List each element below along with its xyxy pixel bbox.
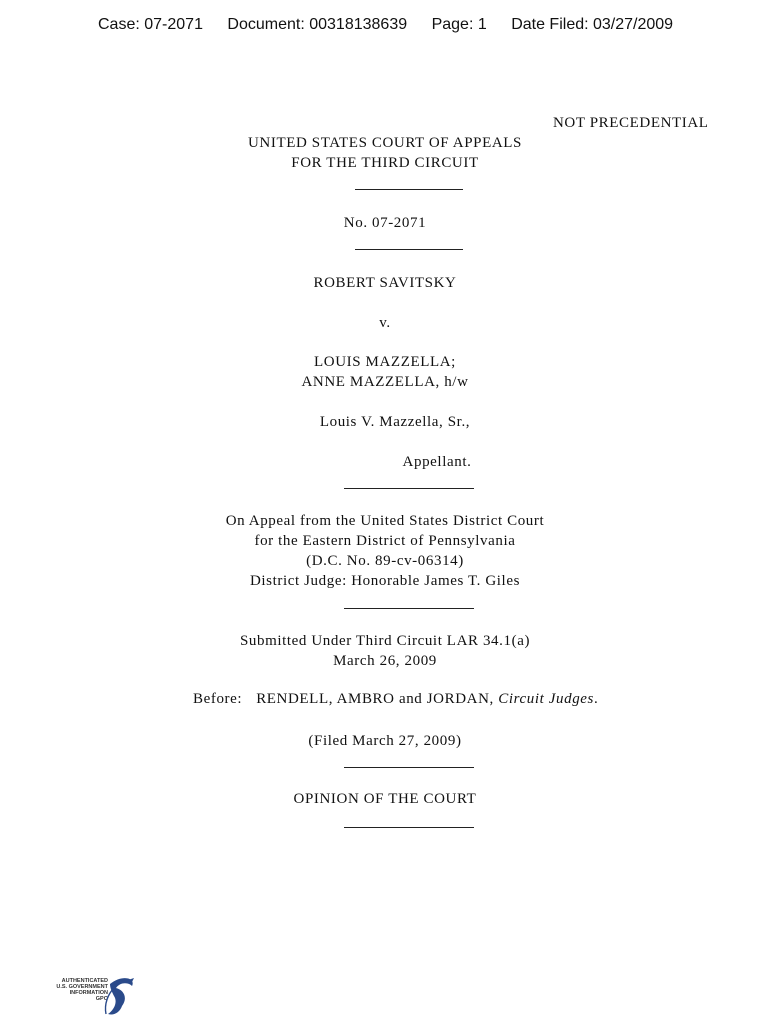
filing-header — [98, 16, 693, 34]
opinion-heading: OPINION OF THE COURT — [293, 791, 477, 807]
gpo-logo-line: AUTHENTICATED — [61, 978, 108, 984]
appellant-name: Louis V. Mazzella, Sr., — [319, 414, 471, 430]
submission-date: March 26, 2009 — [333, 653, 437, 669]
case-number: Case: 07-2071 — [98, 16, 203, 33]
divider-rule — [344, 488, 474, 489]
gpo-logo-line: INFORMATION — [69, 990, 108, 996]
appeal-line-2: for the Eastern District of Pennsylvania — [254, 533, 516, 549]
divider-rule — [344, 767, 474, 768]
submission-line-1: Submitted Under Third Circuit LAR 34.1(a) — [239, 633, 531, 649]
filed-date: (Filed March 27, 2009) — [308, 733, 462, 749]
panel-title: Circuit Judges — [498, 691, 594, 707]
defendant-name-2: ANNE MAZZELLA, h/w — [301, 374, 469, 390]
court-name-line1: UNITED STATES COURT OF APPEALS — [248, 135, 522, 151]
document-number: Document: 00318138639 — [227, 16, 408, 33]
appellant-role: Appellant. — [402, 454, 472, 470]
divider-rule — [344, 608, 474, 609]
appeal-line-4: District Judge: Honorable James T. Giles — [249, 573, 521, 589]
plaintiff-name: ROBERT SAVITSKY — [313, 275, 457, 291]
date-filed: Date Filed: 03/27/2009 — [511, 16, 674, 33]
appeal-line-1: On Appeal from the United States District Court — [225, 513, 545, 529]
panel-period: . — [593, 691, 599, 707]
gpo-logo-line: U.S. GOVERNMENT — [56, 984, 108, 990]
precedential-status: NOT PRECEDENTIAL — [553, 115, 709, 131]
divider-rule — [355, 249, 463, 250]
court-name-line2: FOR THE THIRD CIRCUIT — [291, 155, 479, 171]
defendant-name-1: LOUIS MAZZELLA; — [314, 354, 456, 370]
panel-prefix: Before: — [193, 691, 243, 707]
appeal-line-3: (D.C. No. 89-cv-06314) — [306, 553, 464, 569]
panel-line — [193, 691, 598, 708]
divider-rule — [344, 827, 474, 828]
eagle-icon — [44, 974, 136, 1018]
gpo-authentication-logo — [44, 974, 136, 1018]
versus-label: v. — [379, 315, 391, 331]
divider-rule — [355, 189, 463, 190]
gpo-logo-line: GPO — [95, 996, 108, 1002]
page-number: Page: 1 — [431, 16, 487, 33]
docket-number: No. 07-2071 — [343, 215, 427, 231]
panel-judges: RENDELL, AMBRO and JORDAN, — [256, 691, 494, 707]
